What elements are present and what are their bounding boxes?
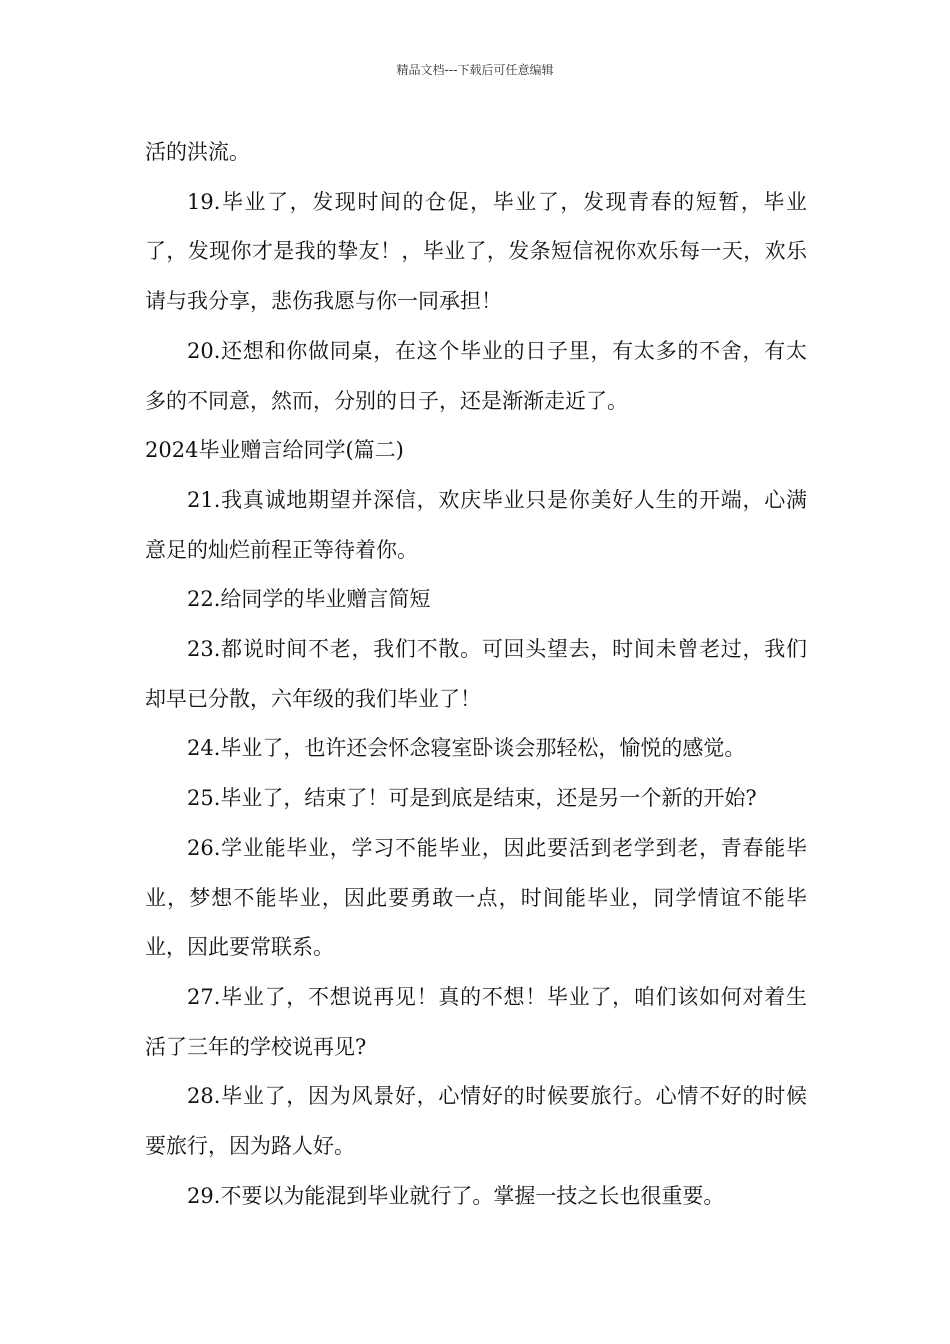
paragraph-item-25: 25.毕业了，结束了！可是到底是结束，还是另一个新的开始?: [187, 786, 757, 811]
paragraph-item-24: 24.毕业了，也许还会怀念寝室卧谈会那轻松，愉悦的感觉。: [187, 736, 746, 761]
paragraph-item-27: 27.毕业了，不想说再见！真的不想！毕业了，咱们该如何对着生活了三年的学校说再见?: [145, 984, 807, 1059]
paragraph-item-29: 29.不要以为能混到毕业就行了。掌握一技之长也很重要。: [187, 1183, 725, 1208]
paragraph-item-26: 26.学业能毕业，学习不能毕业，因此要活到老学到老，青春能毕业，梦想不能毕业，因此要勇敢一点，时间能毕业，同学情谊不能毕业，因此要常联系。: [145, 835, 807, 960]
section-heading: 2024毕业赠言给同学(篇二): [145, 438, 404, 463]
paragraph-item-19: 19.毕业了，发现时间的仓促，毕业了，发现青春的短暂，毕业了，发现你才是我的挚友！，毕业了，发条短信祝你欢乐每一天，欢乐请与我分享，悲伤我愿与你一同承担！: [145, 189, 807, 314]
paragraph-item-22: 22.给同学的毕业赠言简短: [187, 587, 431, 612]
paragraph-item-20: 20.还想和你做同桌，在这个毕业的日子里，有太多的不舍，有太多的不同意，然而，分别的日子，还是渐渐走近了。: [145, 338, 807, 413]
document-body: [145, 128, 807, 1221]
paragraph-item-21: 21.我真诚地期望并深信，欢庆毕业只是你美好人生的开端，心满意足的灿烂前程正等待着你。: [145, 487, 807, 562]
paragraph-item-28: 28.毕业了，因为风景好，心情好的时候要旅行。心情不好的时候要旅行，因为路人好。: [145, 1084, 807, 1159]
paragraph-continuation: 活的洪流。: [145, 140, 250, 164]
paragraph-item-23: 23.都说时间不老，我们不散。可回头望去，时间未曾老过，我们却早已分散，六年级的我们毕业了！: [145, 637, 807, 711]
page-header: 精品文档---下载后可任意编辑: [396, 63, 554, 77]
